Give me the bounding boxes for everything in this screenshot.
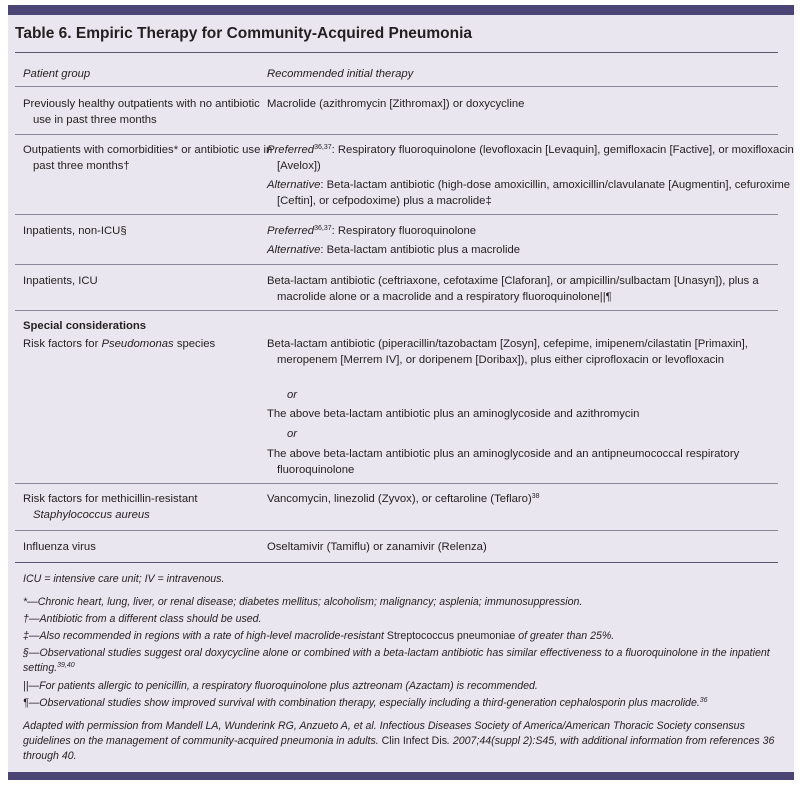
organism-name: Streptococcus pneumoniae <box>386 630 516 642</box>
footnote-double-dagger <box>23 629 783 644</box>
footnote-pipes: ||—For patients allergic to penicillin, a respiratory fluoroquinolone plus aztreonam (Azactam) is recommended. <box>23 680 538 692</box>
reference-superscript: 36,37 <box>314 144 332 151</box>
row-comorbidities-preferred <box>267 142 797 174</box>
row-mrsa-group-line1: Risk factors for methicillin-resistant <box>23 493 198 505</box>
bottom-accent-bar <box>8 772 794 780</box>
alternative-label: Alternative <box>267 179 321 191</box>
journal-name: Clin Infect Dis <box>381 735 447 747</box>
table-title: Table 6. Empiric Therapy for Community-Acquired Pneumonia <box>15 25 473 42</box>
footnote-abbreviations: ICU = intensive care unit; IV = intravenous. <box>23 573 225 585</box>
or-separator: or <box>287 389 298 401</box>
row-divider <box>15 134 778 135</box>
pseudomonas-option-1: Beta-lactam antibiotic (piperacillin/tazobactam [Zosyn], cefepime, imipenem/cilastatin [Primaxin], meropenem [Merrem IV], or doripenem [Doribax]), plus either ciprofloxacin or levofloxacin <box>267 338 748 366</box>
reference-superscript: 36 <box>699 697 708 704</box>
header-rule <box>15 86 778 87</box>
row-mrsa-therapy <box>267 491 787 507</box>
row-divider <box>15 214 778 215</box>
or-separator: or <box>287 428 298 440</box>
reference-superscript: 39,40 <box>57 662 75 669</box>
top-accent-bar <box>8 5 794 15</box>
footnote-text: ¶—Observational studies show improved survival with combination therapy, especially including a third-generation cephalosporin plus macrolide. <box>23 697 700 709</box>
preferred-text: : Respiratory fluoroquinolone <box>331 225 477 237</box>
header-recommended-therapy: Recommended initial therapy <box>267 68 414 80</box>
preferred-label: Preferred <box>267 225 315 237</box>
row-non-icu-preferred <box>267 223 787 239</box>
footnote-dagger: †—Antibiotic from a different class should be used. <box>23 613 262 625</box>
row-divider <box>15 530 778 531</box>
pseudomonas-option-2: The above beta-lactam antibiotic plus an aminoglycoside and azithromycin <box>267 408 640 420</box>
footnote-text: ‡—Also recommended in regions with a rate of high-level macrolide-resistant <box>23 630 387 642</box>
row-comorbidities-alternative <box>267 177 797 209</box>
row-pseudomonas-group <box>23 336 258 352</box>
row-inpatients-non-icu-group: Inpatients, non-ICU§ <box>23 225 127 237</box>
alternative-text: : Beta-lactam antibiotic plus a macrolide <box>320 244 521 256</box>
citation-text: . 2007;44(suppl 2):S45, with additional information from references 36 through 40. <box>23 735 775 762</box>
row-healthy-outpatients-therapy: Macrolide (azithromycin [Zithromax]) or doxycycline <box>267 98 525 110</box>
source-citation <box>23 719 783 764</box>
row-mrsa-group-line2: Staphylococcus aureus <box>33 509 150 521</box>
group-prefix: Risk factors for <box>23 338 102 350</box>
title-rule <box>15 52 778 53</box>
reference-superscript: 36,37 <box>314 225 332 232</box>
alternative-text: : Beta-lactam antibiotic (high-dose amoxicillin, amoxicillin/clavulanate [Augmentin], cefuroxime [Ceftin], or cefpodoxime) plus a macrolide‡ <box>277 179 791 207</box>
preferred-text: : Respiratory fluoroquinolone (levofloxacin [Levaquin], gemifloxacin [Factive], or moxifloxacin [Avelox]) <box>277 144 794 172</box>
reference-superscript: 38 <box>531 493 540 500</box>
row-divider <box>15 264 778 265</box>
footnote-text: of greater than 25%. <box>515 630 615 642</box>
footnote-star: *—Chronic heart, lung, liver, or renal disease; diabetes mellitus; alcoholism; malignancy; asplenia; immunosuppression. <box>23 596 583 608</box>
header-patient-group: Patient group <box>23 68 91 80</box>
row-healthy-outpatients-group: Previously healthy outpatients with no antibiotic use in past three months <box>23 98 260 126</box>
pseudomonas-option-3: The above beta-lactam antibiotic plus an aminoglycoside and an antipneumococcal respiratory fluoroquinolone <box>267 448 740 476</box>
footnote-text: §—Observational studies suggest oral doxycycline alone or combined with a beta-lactam antibiotic has similar effectiveness to a fluoroquinolone in the inpatient setting. <box>23 647 770 674</box>
alternative-label: Alternative <box>267 244 321 256</box>
row-divider <box>15 310 778 311</box>
row-inpatients-icu-group: Inpatients, ICU <box>23 275 98 287</box>
group-suffix: species <box>173 338 216 350</box>
footnote-section <box>23 646 783 676</box>
row-comorbidities-group: Outpatients with comorbidities* or antibiotic use in past three months† <box>23 144 273 172</box>
citation-text: Adapted with permission from Mandell LA, Wunderink RG, Anzueto A, et al. Infectious Diseases Society of America/American Thoracic Society consensus guidelines on the management of community-acquired pneumonia in adults. <box>23 720 745 747</box>
row-divider <box>15 483 778 484</box>
preferred-label: Preferred <box>267 144 315 156</box>
special-considerations-heading: Special considerations <box>23 320 147 332</box>
organism-name: Pseudomonas <box>101 338 174 350</box>
mrsa-therapy-text: Vancomycin, linezolid (Zyvox), or ceftaroline (Teflaro) <box>267 493 532 505</box>
table-end-rule <box>15 562 778 563</box>
row-influenza-group: Influenza virus <box>23 541 96 553</box>
row-influenza-therapy: Oseltamivir (Tamiflu) or zanamivir (Relenza) <box>267 541 487 553</box>
row-non-icu-alternative <box>267 242 787 258</box>
row-inpatients-icu-therapy: Beta-lactam antibiotic (ceftriaxone, cefotaxime [Claforan], or ampicillin/sulbactam [Unasyn]), plus a macrolide alone or a macrolide and a respiratory fluoroquinolone||¶ <box>267 275 759 303</box>
footnote-pilcrow <box>23 696 783 711</box>
